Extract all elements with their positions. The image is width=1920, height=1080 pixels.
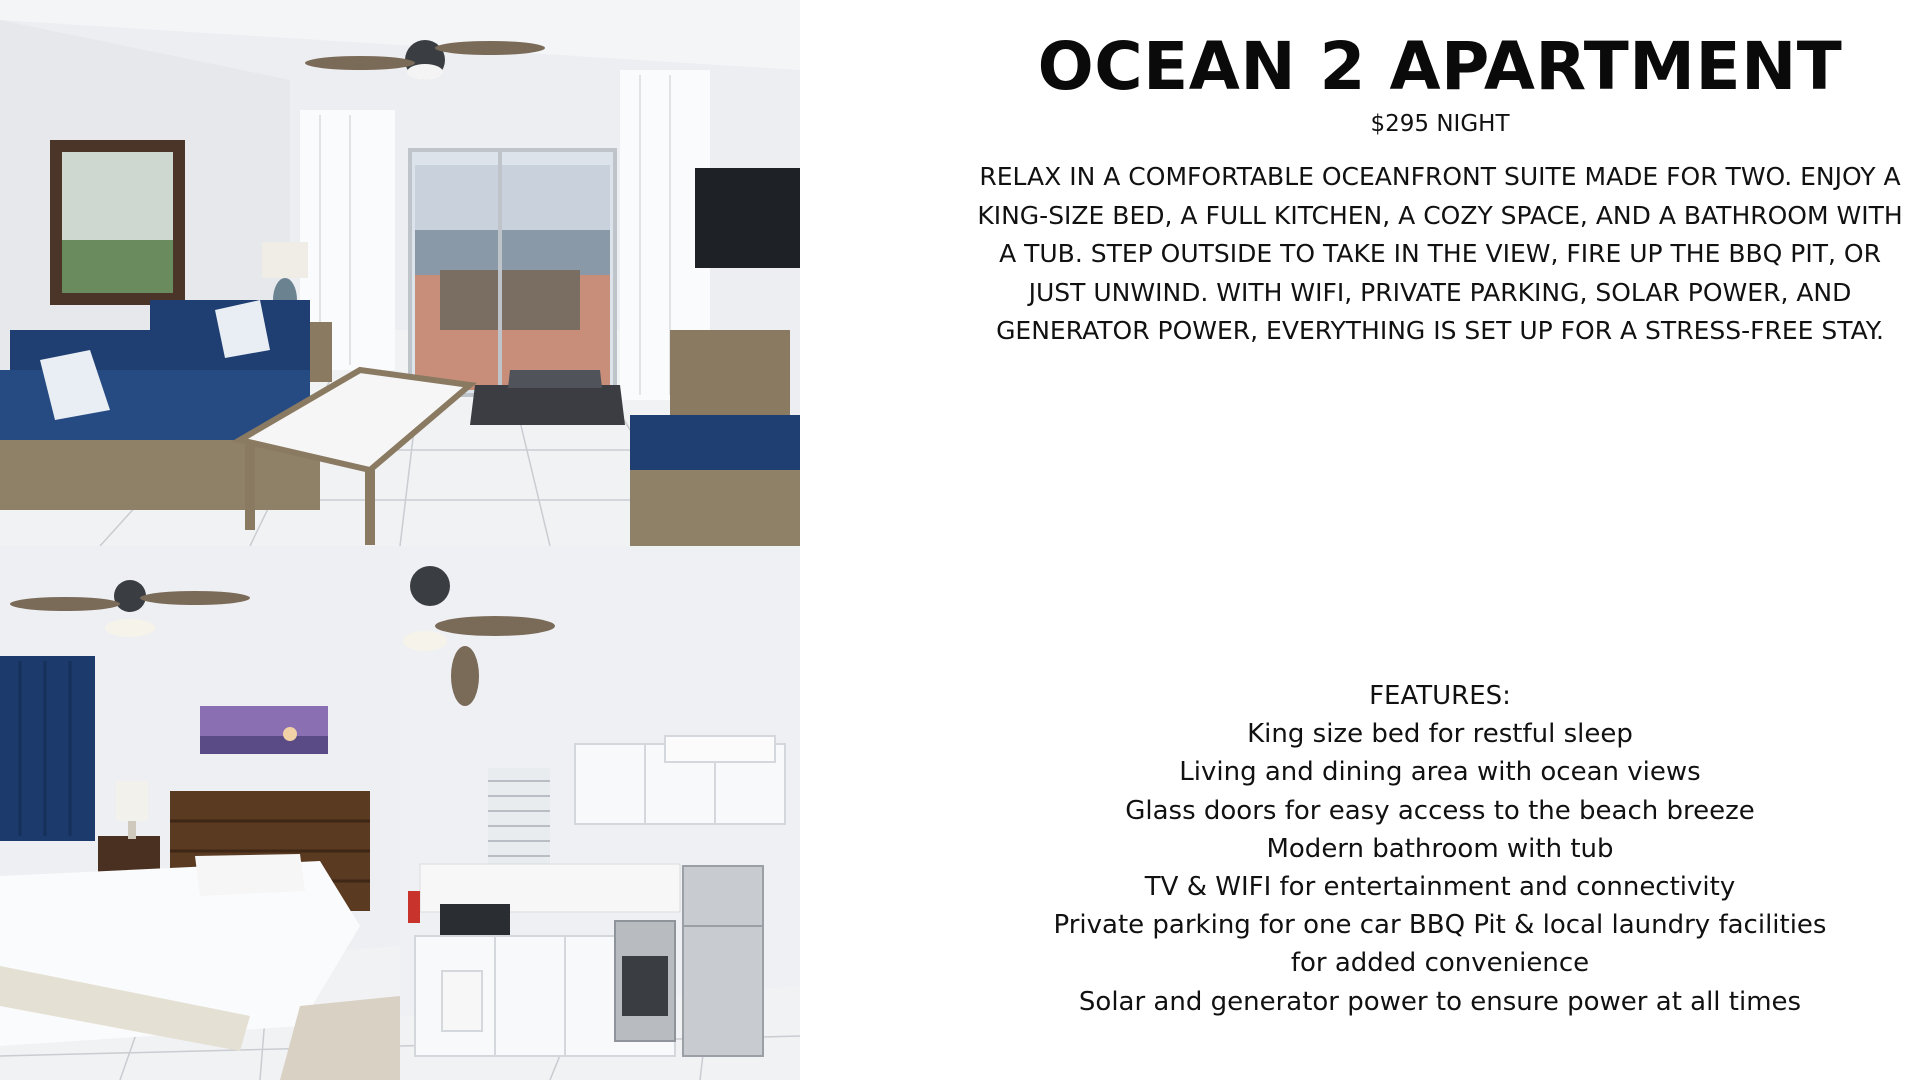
feature-item: Solar and generator power to ensure power at all times xyxy=(1078,986,1802,1017)
features-list xyxy=(940,677,1920,1021)
photo-collage xyxy=(0,0,800,1080)
feature-item: King size bed for restful sleep xyxy=(1247,719,1633,750)
features-heading: FEATURES: xyxy=(1369,681,1511,711)
kitchen-photo xyxy=(400,546,800,1080)
feature-item: TV & WIFI for entertainment and connectivity xyxy=(1144,872,1736,903)
listing-description: RELAX IN A COMFORTABLE OCEANFRONT SUITE MADE FOR TWO. ENJOY A KING-SIZE BED, A FULL KITCHEN, A COZY SPACE, AND A BATHROOM WITH A TUB. STEP OUTSIDE TO TAKE IN THE VIEW, FIRE UP THE BBQ PIT, OR JUST UNWIND. WITH WIFI, PRIVATE PARKING, SOLAR POWER, AND GENERATOR POWER, EVERYTHING IS SET UP FOR A STRESS-FREE STAY. xyxy=(977,162,1903,345)
feature-item: for added convenience xyxy=(1290,948,1590,979)
listing-price: $295 NIGHT xyxy=(1370,111,1510,137)
listing-text xyxy=(940,0,1920,1080)
feature-item: Living and dining area with ocean views xyxy=(1179,757,1701,788)
feature-item: Private parking for one car BBQ Pit & local laundry facilities xyxy=(1053,910,1827,941)
feature-item: Modern bathroom with tub xyxy=(1266,833,1614,864)
feature-item: Glass doors for easy access to the beach breeze xyxy=(1125,795,1755,826)
bedroom-photo xyxy=(0,546,400,1080)
listing-title: OCEAN 2 APARTMENT xyxy=(1037,28,1843,105)
living-room-photo xyxy=(0,0,800,546)
